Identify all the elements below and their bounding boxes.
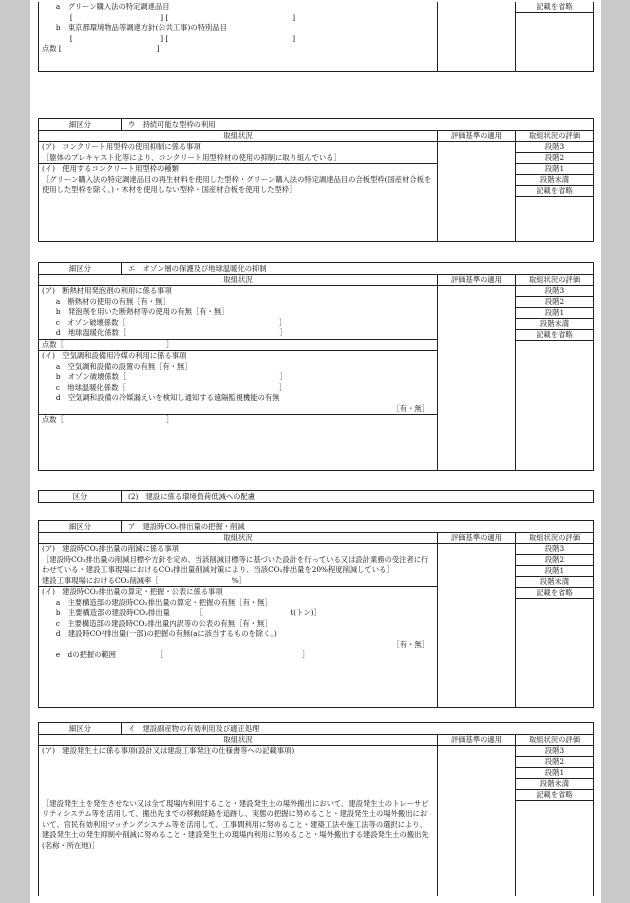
top-section (38, 2, 594, 72)
e-a-line-a: a 断熱材の使用の有無［有・無］ (42, 296, 170, 306)
a-b-line-d: d 建設時CO²排出量(一部)の把握の有無(aに該当するものを除く。) (42, 629, 277, 638)
i-level-2: 段階2 (516, 757, 593, 768)
e-a-score: 点数［ ］ (39, 339, 437, 351)
top-line-b: b 東京都環境物品等調達方針(公共工事)の特別品目 (42, 23, 227, 32)
col-evaluation: 取組状況の評価 (528, 735, 581, 744)
division-title: (2) 建設に係る環境負荷低減への配慮 (128, 492, 256, 501)
a-b-line-a: a 主要構造部の建設時CO₂排出量の算定・把握の有無［有・無］ (42, 597, 272, 607)
section-i-label: 細区分 (39, 723, 122, 734)
a-b-head: (イ) 建設時CO₂排出量の算定・把握・公表に係る事項 (42, 587, 223, 596)
top-line-a: a グリーン購入法の特定調達品目 (42, 2, 170, 11)
a-b-line-e: e dの把握の範囲 ［ ］ (42, 650, 310, 659)
e-b-line-d: d 空気調和設備の冷媒漏えいを検知し通知する遠隔監視機能の有無 (42, 393, 280, 402)
u-level-omit: 記載を省略 (516, 186, 593, 197)
e-level-2: 段階2 (516, 297, 593, 308)
section-u-title: ウ 持続可能な型枠の利用 (128, 120, 216, 129)
section-i-title: イ 建設副産物の有効利用及び適正処理 (128, 724, 260, 733)
e-b-line-a: a 空気調和設備の設置の有無［有・無］ (42, 361, 192, 371)
document-page (30, 0, 601, 903)
u-item-b-detail: ［グリーン購入法の特定調達品目の再生材料を使用した型枠・グリーン購入法の特定調達品目の合板型枠(国産材合板を使用した型枠を除く。)・木材を使用しない型枠・国産材合板を使用した型枠］ (42, 174, 432, 194)
u-item-b: (イ) 使用するコンクリート用型枠の種類 (42, 164, 179, 173)
e-level-3: 段階3 (516, 286, 593, 297)
section-i (38, 722, 594, 896)
u-level-1: 段階1 (516, 164, 593, 175)
u-item-a: (ア) コンクリート用型枠の使用抑制に係る事項 (42, 142, 201, 151)
col-status: 取組状況 (39, 735, 438, 745)
top-line-a-fields: [ ] [ ] (42, 12, 296, 22)
i-a-detail: ［建設発生土を発生させない又は全て現場内利用すること・建設発生土の場外搬出において、建設発生土のトレーサビリティシステム等を活用して、搬出先までの移動経路を追跡し、実態の把握に努めること・建設発生土の場外搬出において、官民有効利用マッチングシステム等を活用して、工事間利用に努めること・建築工法や施工法等の選択により、建設発生土の発生抑制や削減に努めること・建設発生土の現場内利用に努めること・場外搬出する建設発生土の搬出先(名称・所在地)］ (42, 798, 429, 850)
i-a-head: (ア) 建設発生土に係る事項(設計又は建設工事発注の仕様書等への記載事項) (42, 746, 295, 755)
col-criteria: 評価基準の適用 (438, 275, 516, 285)
a-a-rate: 建設工事現場におけるCO₂削減率［ %］ (42, 575, 246, 585)
e-b-score: 点数［ ］ (39, 414, 437, 426)
u-item-a-detail: ［躯体のプレキャスト化等により、コンクリート用型枠材の使用の抑制に取り組んでいる］ (42, 152, 341, 162)
i-level-omit: 記載を省略 (516, 790, 593, 801)
e-level-omit: 記載を省略 (516, 330, 593, 341)
u-level-below: 段階未満 (516, 175, 593, 186)
top-level-omit: 記載を省略 (516, 2, 593, 13)
e-level-below: 段階未満 (516, 319, 593, 330)
section-e-title: エ オゾン層の保護及び地球温暖化の抑制 (128, 264, 267, 273)
a-a-head: (ア) 建設時CO₂排出量の削減に係る事項 (42, 544, 179, 553)
a-a-detail: ［建設時CO₂排出量の削減目標や方針を定め、当該削減目標等に基づいた設計を行っている又は設計業務の受注者に行わせている・建設工事現場におけるCO₂排出量削減対策により、当該CO₂排出量を20%程度削減している］ (42, 554, 429, 574)
col-criteria: 評価基準の適用 (438, 533, 516, 543)
section-e (38, 262, 594, 471)
section-u-label: 細区分 (39, 119, 122, 130)
section-a-label: 細区分 (39, 521, 122, 532)
e-level-1: 段階1 (516, 308, 593, 319)
i-level-below: 段階未満 (516, 779, 593, 790)
a-level-omit: 記載を省略 (516, 588, 593, 599)
a-b-line-c: c 主要構造部の建設時CO₂排出量内訳等の公表の有無［有・無］ (42, 618, 272, 628)
a-level-1: 段階1 (516, 566, 593, 577)
col-evaluation: 取組状況の評価 (528, 131, 581, 140)
i-level-3: 段階3 (516, 746, 593, 757)
e-a-head: (ア) 断熱材用発泡剤の利用に係る事項 (42, 286, 172, 295)
a-b-line-b: b 主要構造部の建設時CO₂排出量 ［ t(トン)］ (42, 608, 321, 617)
division-header (38, 490, 594, 503)
e-a-line-c: c オゾン破壊係数［ ］ (42, 317, 287, 327)
section-e-label: 細区分 (39, 263, 122, 274)
i-level-1: 段階1 (516, 768, 593, 779)
col-status: 取組状況 (39, 275, 438, 285)
a-level-2: 段階2 (516, 555, 593, 566)
col-evaluation: 取組状況の評価 (528, 275, 581, 284)
col-status: 取組状況 (39, 131, 438, 141)
u-level-2: 段階2 (516, 153, 593, 164)
u-level-3: 段階3 (516, 142, 593, 153)
top-line-b-fields: [ ] [ ] (42, 33, 296, 43)
e-b-head: (イ) 空気調和設備用冷媒の利用に係る事項 (42, 351, 187, 360)
a-level-below: 段階未満 (516, 577, 593, 588)
top-score: 点数 [ ] (42, 44, 160, 53)
col-evaluation: 取組状況の評価 (528, 533, 581, 542)
a-b-line-d-choice: ［有・無］ (392, 639, 429, 649)
e-b-line-b: b オゾン破壊係数［ ］ (42, 372, 287, 381)
section-a (38, 520, 594, 708)
a-level-3: 段階3 (516, 544, 593, 555)
section-u (38, 118, 594, 242)
col-criteria: 評価基準の適用 (438, 735, 516, 745)
e-b-line-d-choice: ［有・無］ (392, 403, 429, 413)
e-b-line-c: c 地球温暖化係数［ ］ (42, 382, 287, 392)
col-status: 取組状況 (39, 533, 438, 543)
division-label: 区分 (39, 491, 122, 502)
section-a-title: ア 建設時CO₂排出量の把握・削減 (128, 522, 245, 531)
e-a-line-b: b 発泡剤を用いた断熱材等の使用の有無［有・無］ (42, 307, 229, 316)
col-criteria: 評価基準の適用 (438, 131, 516, 141)
e-a-line-d: d 地球温暖化係数［ ］ (42, 328, 287, 337)
